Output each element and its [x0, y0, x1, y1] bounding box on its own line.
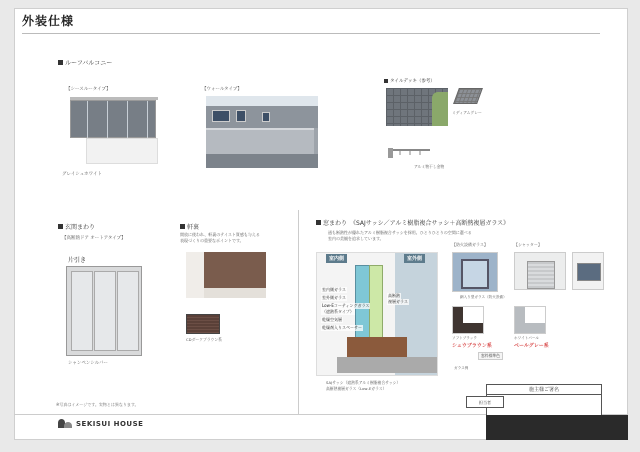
hanger-caption: アルミ物干し金物	[414, 164, 445, 169]
tile-deck-title: タイルデッキ（参考）	[390, 79, 435, 84]
shutter-image-2	[572, 252, 604, 290]
diagram-label: 複層ガラス	[388, 299, 408, 304]
diagram-label: 乾燥剤入りスペーサー	[322, 325, 362, 330]
page-title: 外装仕様	[22, 14, 75, 28]
entrance-title: 玄関まわり	[65, 224, 96, 231]
bullet-square-icon	[58, 224, 63, 229]
wall-type-building-image	[206, 96, 318, 168]
bullet-square-icon	[384, 79, 388, 83]
grey-frame-sample	[514, 306, 546, 334]
eaves-swatch-caption: CDダークブラウン系	[186, 337, 222, 342]
diagram-label: 室外側ガラス	[322, 295, 346, 300]
signature-header: 施主様ご署名	[487, 385, 601, 395]
eaves-heading	[180, 222, 199, 231]
column-divider	[298, 210, 299, 415]
entrance-heading	[58, 222, 95, 231]
eaves-image	[186, 252, 266, 298]
eaves-description-2: 表現づくりの重要なポイントです。	[180, 238, 244, 243]
door-type-label: 片引き	[68, 257, 87, 264]
eaves-description-1: 開放に使われ、軒裏のテイスト質感も与える	[180, 232, 260, 237]
diagram-caption-2: 高断熱複層ガラス（Low-Eガラス）	[326, 386, 387, 391]
color-a-name: ソフトブラック	[452, 336, 477, 340]
see-through-caption: グレイシュホワイト	[62, 172, 103, 177]
windows-heading	[316, 218, 509, 227]
entrance-subheading: 【高断熱ドア オートアタイプ】	[62, 236, 126, 241]
diagram-label: 高断熱	[388, 293, 400, 298]
color-a-label: シュウブラウン系	[452, 343, 492, 349]
color-b-label: ペールグレー系	[514, 343, 549, 349]
diagram-label: 室内側ガラス	[322, 287, 346, 292]
eaves-title: 軒裏	[187, 224, 200, 231]
title-divider	[22, 33, 600, 34]
diagram-label: 乾燥空気層	[322, 317, 342, 322]
windows-description-1: 通も断熱性が優れたアルミ樹脂複合サッシを採用。ひとりひとりの空間に選べる	[328, 230, 472, 235]
fire-glass-image	[452, 252, 498, 292]
tile-deck-image	[386, 88, 448, 126]
bullet-square-icon	[316, 220, 321, 225]
diagram-label: Low-Eコーティングガラス	[322, 303, 370, 308]
tile-deck-heading	[384, 78, 435, 84]
window-cross-section-diagram	[316, 252, 438, 376]
see-through-label: 【シースルータイプ】	[66, 87, 111, 92]
fire-glass-label: 【防火設備ガラス】	[452, 242, 488, 247]
house-logo-icon	[58, 419, 72, 428]
brown-frame-sample	[452, 306, 484, 334]
fire-glass-caption: 網入り型ガラス（防火設備）	[460, 295, 507, 299]
windows-description-2: 室内の美観を追求しています。	[328, 236, 384, 241]
diagram-inside-tab: 室内側	[326, 254, 347, 263]
roof-balcony-heading	[58, 58, 112, 67]
shutter-label: 【シャッター】	[514, 242, 542, 247]
bullet-square-icon	[58, 60, 63, 65]
diagram-caption-1: SAJサッシ（遮熱系アルミ樹脂複合サッシ）	[326, 380, 401, 385]
see-through-balcony-image	[70, 100, 158, 166]
sliding-door-image	[66, 266, 142, 356]
example-caption: ガラス例	[454, 366, 469, 370]
staff-stamp-box[interactable]: 担当者	[466, 396, 504, 408]
logo-text: SEKISUI HOUSE	[76, 419, 144, 428]
door-caption: シャンペンシルバー	[68, 361, 108, 366]
shutter-image-1	[514, 252, 566, 290]
sekisui-house-logo	[58, 419, 143, 428]
clothes-hanger-icon	[388, 146, 432, 160]
color-b-name: ホワイトパール	[514, 336, 539, 340]
eaves-color-swatch	[186, 314, 220, 334]
wall-type-label: 【ウォールタイプ】	[202, 87, 242, 92]
bullet-square-icon	[180, 224, 185, 229]
diagram-label: （遮熱系タイプ）	[322, 309, 354, 314]
color-tag: 窓枠標準色	[478, 352, 503, 360]
roof-balcony-title: ルーフバルコニー	[65, 60, 113, 67]
windows-title: 窓まわり 《SAJサッシ／アルミ樹脂複合サッシ＋高断熱複層ガラス》	[323, 220, 510, 227]
tile-sample-caption: ミディアムグレー	[452, 110, 482, 115]
footer-dark-block	[486, 415, 628, 440]
diagram-outside-tab: 室外側	[404, 254, 425, 263]
photo-note: ※写真はイメージです。実物とは異なります。	[56, 402, 139, 407]
